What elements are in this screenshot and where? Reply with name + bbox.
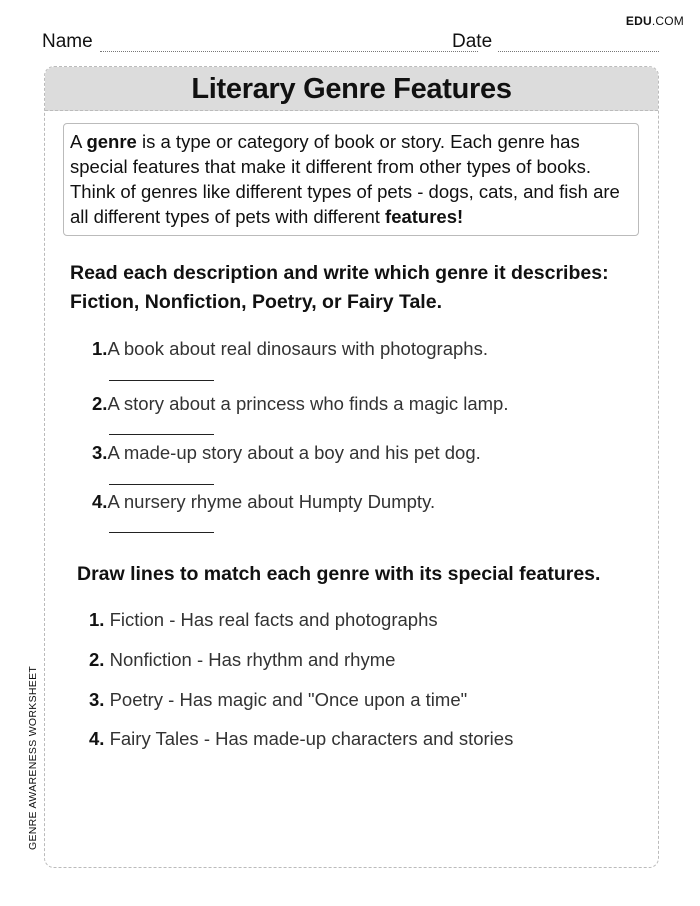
question-text: A nursery rhyme about Humpty Dumpty. bbox=[107, 491, 436, 512]
worksheet-frame bbox=[44, 66, 659, 868]
answer-blank-4[interactable] bbox=[109, 532, 214, 533]
question-4 bbox=[92, 491, 435, 513]
question-2 bbox=[92, 393, 508, 415]
logo-brand: EDU bbox=[625, 14, 652, 28]
section1-instruction: Read each description and write which genre it describes: Fiction, Nonfiction, Poetry, or Fairy Tale. bbox=[70, 262, 609, 313]
question-number: 2. bbox=[92, 393, 108, 414]
intro-text-2: is a type or category of book or story. Each genre has special features that make it different from other types of books. Think of genres like different types of pets - dogs, cats, and fish are all different types of pets with different bbox=[70, 131, 620, 227]
question-text: A story about a princess who finds a magic lamp. bbox=[107, 393, 509, 414]
name-date-row bbox=[42, 31, 659, 55]
intro-text-1: A bbox=[70, 131, 87, 152]
match-text: Nonfiction - Has rhythm and rhyme bbox=[109, 649, 396, 670]
edu-logo bbox=[626, 14, 684, 28]
match-item-2 bbox=[89, 649, 395, 671]
intro-bold-features: features! bbox=[385, 206, 464, 227]
match-number: 4. bbox=[89, 728, 105, 749]
match-text: Poetry - Has magic and "Once upon a time" bbox=[109, 689, 468, 710]
match-number: 3. bbox=[89, 689, 105, 710]
worksheet-side-label: GENRE AWARENESS WORKSHEET bbox=[27, 665, 39, 850]
page-title: Literary Genre Features bbox=[191, 73, 512, 105]
match-item-4 bbox=[89, 728, 513, 750]
question-number: 3. bbox=[92, 442, 108, 463]
match-item-1 bbox=[89, 609, 438, 631]
question-number: 1. bbox=[92, 338, 108, 359]
match-number: 2. bbox=[89, 649, 105, 670]
match-item-3 bbox=[89, 689, 467, 711]
section2-instruction: Draw lines to match each genre with its special features. bbox=[77, 563, 601, 585]
answer-blank-1[interactable] bbox=[109, 380, 214, 381]
match-text: Fairy Tales - Has made-up characters and stories bbox=[109, 728, 514, 749]
intro-box bbox=[63, 123, 639, 236]
question-number: 4. bbox=[92, 491, 108, 512]
logo-suffix: .COM bbox=[651, 14, 684, 28]
date-label: Date bbox=[452, 31, 493, 52]
name-label: Name bbox=[42, 31, 93, 52]
name-field[interactable] bbox=[100, 51, 478, 52]
answer-blank-3[interactable] bbox=[109, 484, 214, 485]
match-number: 1. bbox=[89, 609, 105, 630]
intro-bold-genre: genre bbox=[86, 131, 137, 152]
match-text: Fiction - Has real facts and photographs bbox=[109, 609, 438, 630]
answer-blank-2[interactable] bbox=[109, 434, 214, 435]
question-text: A made-up story about a boy and his pet dog. bbox=[107, 442, 481, 463]
question-3 bbox=[92, 442, 481, 464]
question-text: A book about real dinosaurs with photographs. bbox=[107, 338, 488, 359]
date-field[interactable] bbox=[498, 51, 659, 52]
question-1 bbox=[92, 338, 488, 360]
title-bar bbox=[45, 67, 658, 111]
